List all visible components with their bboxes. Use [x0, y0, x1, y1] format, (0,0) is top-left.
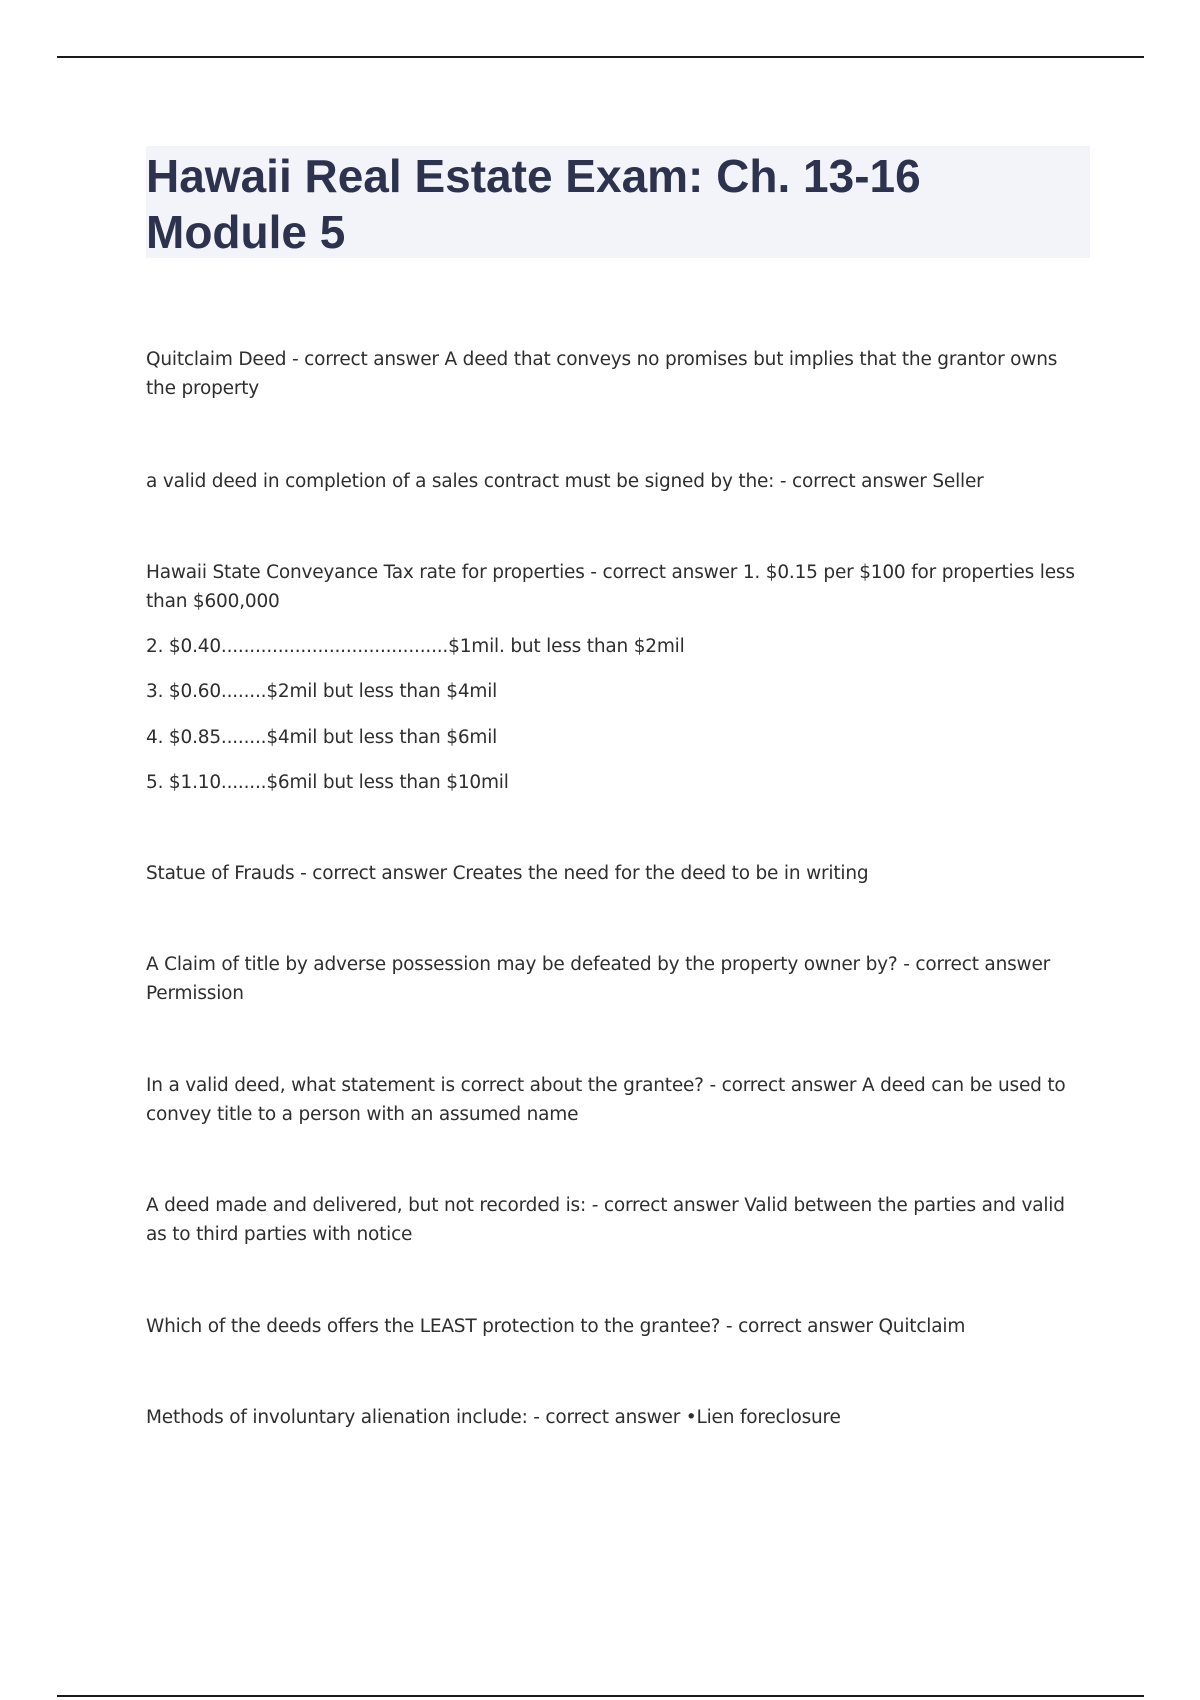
- page-title: Hawaii Real Estate Exam: Ch. 13-16 Module 5: [146, 150, 921, 258]
- qa-item-involuntary-alienation: Methods of involuntary alienation include: - correct answer •Lien foreclosure: [146, 1407, 841, 1428]
- footer-rule: [57, 1695, 1144, 1697]
- conveyance-tax-rate-5: 5. $1.10........$6mil but less than $10mil: [146, 772, 509, 793]
- qa-item-unrecorded-deed: A deed made and delivered, but not recorded is: - correct answer Valid between the parties and valid as to third parties with notice: [146, 1195, 1065, 1245]
- qa-item-quitclaim-deed: Quitclaim Deed - correct answer A deed that conveys no promises but implies that the grantor owns the property: [146, 349, 1058, 399]
- header-rule: [57, 56, 1144, 58]
- qa-item-grantee-statement: In a valid deed, what statement is correct about the grantee? - correct answer A deed can be used to convey title to a person with an assumed name: [146, 1075, 1066, 1125]
- qa-item-statute-of-frauds: Statue of Frauds - correct answer Creates the need for the deed to be in writing: [146, 863, 869, 884]
- qa-item-valid-deed-signer: a valid deed in completion of a sales contract must be signed by the: - correct answer Seller: [146, 471, 984, 492]
- qa-item-adverse-possession: A Claim of title by adverse possession may be defeated by the property owner by? - correct answer Permission: [146, 954, 1051, 1004]
- qa-item-conveyance-tax: Hawaii State Conveyance Tax rate for properties - correct answer 1. $0.15 per $100 for properties less than $600,000: [146, 562, 1075, 612]
- conveyance-tax-rate-3: 3. $0.60........$2mil but less than $4mil: [146, 681, 498, 702]
- conveyance-tax-rate-2: 2. $0.40........................................$1mil. but less than $2mil: [146, 636, 685, 657]
- conveyance-tax-rate-4: 4. $0.85........$4mil but less than $6mil: [146, 727, 498, 748]
- qa-item-least-protection: Which of the deeds offers the LEAST protection to the grantee? - correct answer Quitclaim: [146, 1316, 966, 1337]
